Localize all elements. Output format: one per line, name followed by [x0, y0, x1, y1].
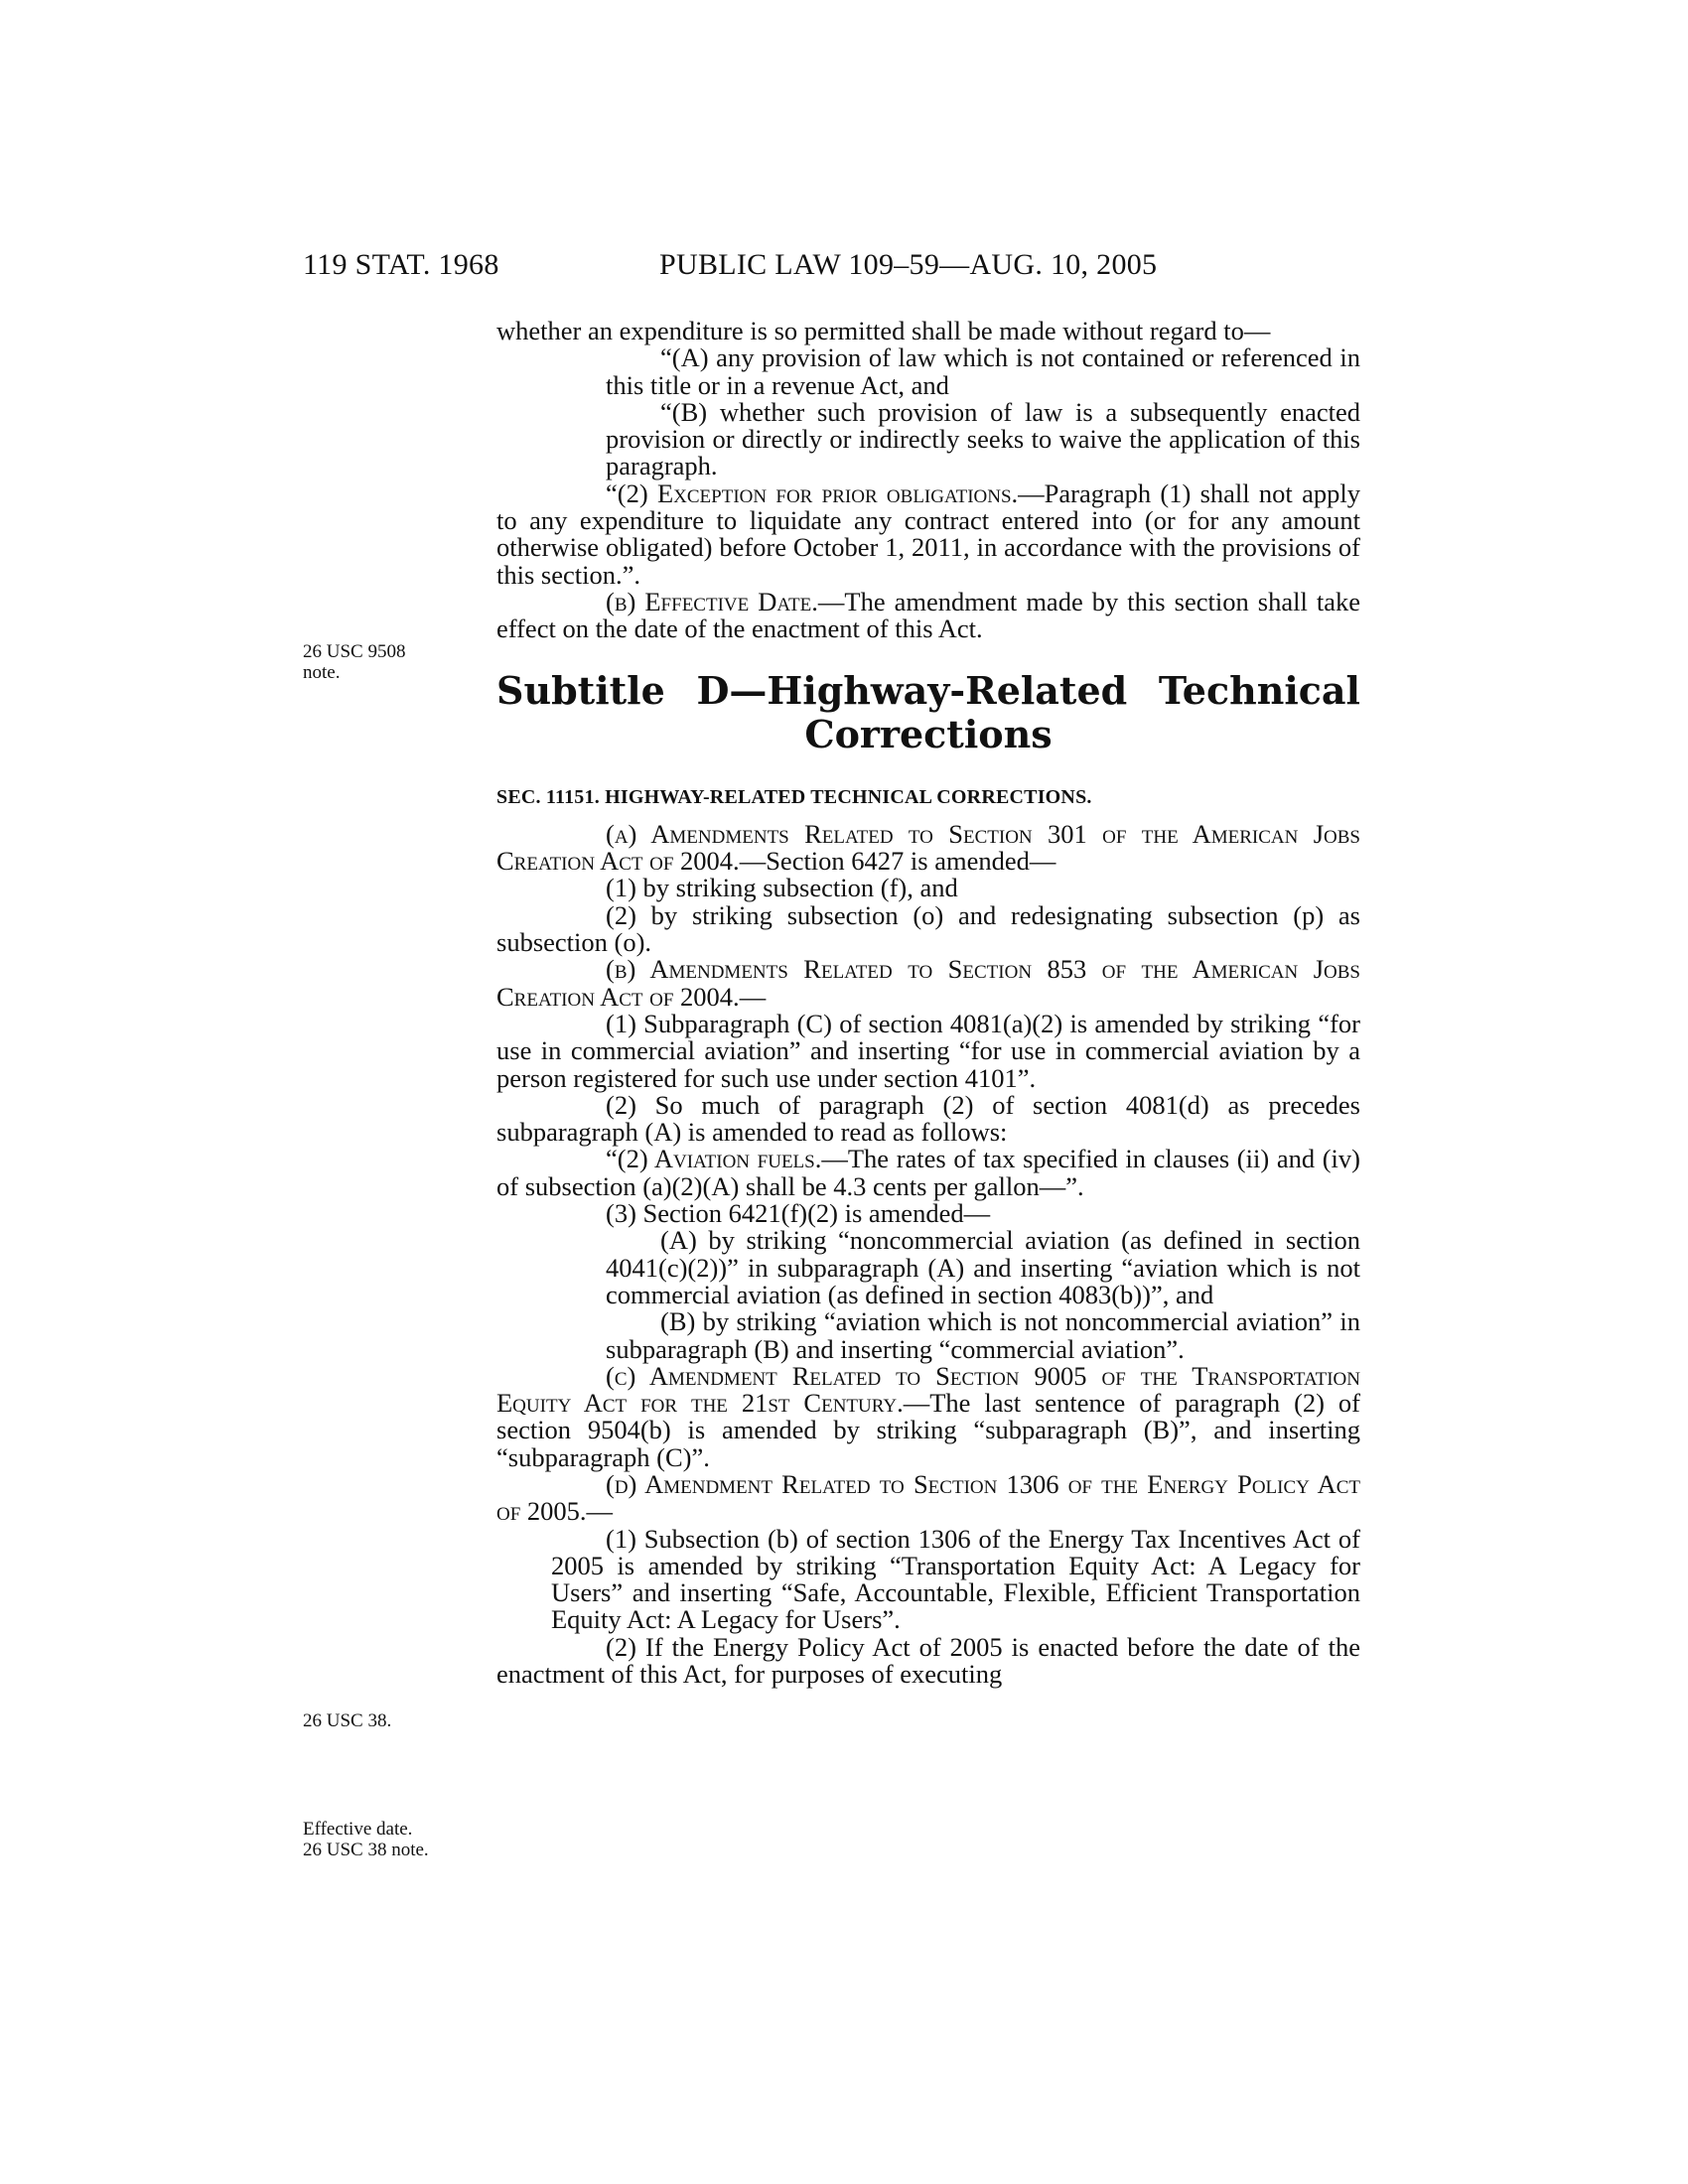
- section-heading: SEC. 11151. HIGHWAY-RELATED TECHNICAL CORRECTIONS.: [496, 785, 1092, 808]
- paragraph: [496, 1146, 1360, 1200]
- margin-note-line: 26 USC 38 note.: [303, 1840, 429, 1860]
- paragraph-heading: “(2) Aviation fuels.: [606, 1144, 822, 1174]
- paragraph: (1) by striking subsection (f), and: [606, 873, 958, 903]
- paragraph-heading: (c) Amendment Related to Section 9005 of the Transportation Equity Act for the 21st Century.: [496, 1360, 1360, 1419]
- paragraph: (A) by striking “noncommercial aviation (as defined in section 4041(c)(2))” in subparagraph (A) and inserting “aviation which is not commercial aviation (as defined in section 4083(b))”, and: [606, 1225, 1360, 1309]
- paragraph: (2) by striking subsection (o) and redesignating subsection (p) as subsection (o).: [496, 899, 1360, 958]
- page-stat-citation: 119 STAT. 1968: [303, 248, 499, 281]
- paragraph-heading: (b) Amendments Related to Section 853 of the American Jobs Creation Act of 2004.: [496, 954, 1360, 1012]
- page-body: [496, 318, 1360, 1688]
- paragraph-text: —: [586, 1496, 614, 1527]
- paragraph: (2) If the Energy Policy Act of 2005 is enacted before the date of the enactment of this Act, for purposes of executing: [496, 1631, 1360, 1690]
- margin-note-line: Effective date.: [303, 1819, 413, 1840]
- paragraph-heading: (d) Amendment Related to Section 1306 of the Energy Policy Act of 2005.: [496, 1468, 1360, 1527]
- margin-note-9508: [303, 641, 405, 683]
- paragraph: [496, 956, 1360, 1011]
- paragraph: (B) by striking “aviation which is not noncommercial aviation” in subparagraph (B) and inserting “commercial aviation”.: [606, 1306, 1360, 1364]
- paragraph-heading: (a) Amendments Related to Section 301 of the American Jobs Creation Act of 2004.: [496, 818, 1360, 877]
- paragraph: [496, 586, 1361, 644]
- paragraph-heading: (b) Effective Date.: [606, 586, 818, 616]
- paragraph-text: —The amendment made by this section shall take effect on the date of the enactment of this Act.: [496, 586, 1361, 644]
- paragraph-heading: “(2) Exception for prior obligations.: [606, 478, 1019, 508]
- paragraph: (1) Subparagraph (C) of section 4081(a)(2) is amended by striking “for use in commercial aviation” and inserting “for use in commercial aviation by a person registered for such use under section 4101”.: [496, 1008, 1360, 1093]
- margin-note-usc38: [303, 1710, 391, 1731]
- paragraph: [496, 1360, 1360, 1472]
- running-header-title: PUBLIC LAW 109–59—AUG. 10, 2005: [659, 248, 1158, 281]
- paragraph: [496, 1468, 1360, 1527]
- paragraph-text: —Paragraph (1) shall not apply to any expenditure to liquidate any contract entered into (or for any amount otherwise obligated) before October 1, 2011, in accordance with the provisions of this section.”.: [496, 478, 1360, 590]
- subtitle-heading: Subtitle D—Highway-Related Technical Corrections: [496, 667, 1360, 756]
- paragraph: “(B) whether such provision of law is a subsequently enacted provision or directly or indirectly seeks to waive the application of this paragraph.: [606, 396, 1360, 481]
- paragraph-text: —: [739, 981, 767, 1012]
- paragraph: [496, 480, 1360, 589]
- paragraph: (3) Section 6421(f)(2) is amended—: [606, 1198, 991, 1229]
- margin-note-line: note.: [303, 662, 341, 683]
- paragraph: whether an expenditure is so permitted shall be made without regard to—: [496, 316, 1271, 345]
- paragraph-text: —The rates of tax specified in clauses (ii) and (iv) of subsection (a)(2)(A) shall be 4.3 cents per gallon—”.: [496, 1144, 1360, 1201]
- paragraph-text: —The last sentence of paragraph (2) of section 9504(b) is amended by striking “subparagraph (B)”, and inserting “subparagraph (C)”.: [496, 1388, 1360, 1472]
- paragraph: [496, 818, 1360, 877]
- paragraph: (1) Subsection (b) of section 1306 of the Energy Tax Incentives Act of 2005 is amended by striking “Transportation Equity Act: A Legacy for Users” and inserting “Safe, Accountable, Flexible, Efficient Transportation Equity Act: A Legacy for Users”.: [551, 1523, 1360, 1635]
- paragraph: (2) So much of paragraph (2) of section 4081(d) as precedes subparagraph (A) is amended to read as follows:: [496, 1089, 1360, 1148]
- margin-note-effective-date: [303, 1819, 429, 1860]
- paragraph-text: —Section 6427 is amended—: [739, 846, 1056, 877]
- margin-note-line: 26 USC 9508: [303, 641, 406, 662]
- margin-note-line: 26 USC 38.: [303, 1710, 392, 1731]
- paragraph: “(A) any provision of law which is not contained or referenced in this title or in a revenue Act, and: [606, 342, 1360, 400]
